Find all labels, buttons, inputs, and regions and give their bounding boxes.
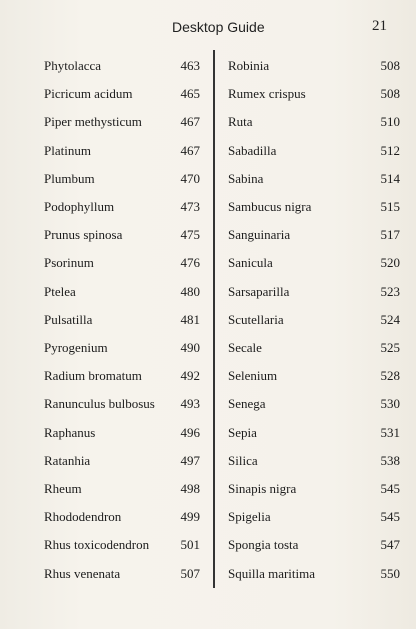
index-entry <box>44 340 200 360</box>
index-entry <box>44 537 200 557</box>
entry-page-number: 470 <box>180 170 200 186</box>
entry-page-number: 497 <box>180 452 200 468</box>
index-entry <box>228 481 400 501</box>
entry-page-number: 510 <box>380 114 400 130</box>
remedy-name: Sepia <box>228 424 257 440</box>
entry-page-number: 490 <box>180 340 200 355</box>
entry-page-number: 545 <box>380 481 400 496</box>
index-entry <box>44 199 200 219</box>
remedy-name: Psorinum <box>44 255 94 271</box>
index-entry <box>228 509 400 529</box>
entry-page-number: 538 <box>380 452 400 468</box>
running-header-title: Desktop Guide <box>172 19 265 35</box>
remedy-name: Plumbum <box>44 170 95 186</box>
remedy-name: Scutellaria <box>228 311 284 327</box>
remedy-name: Piper methysticum <box>44 114 142 130</box>
index-entry <box>228 199 400 219</box>
index-entry <box>228 340 400 360</box>
entry-page-number: 520 <box>380 255 400 271</box>
entry-page-number: 496 <box>180 424 200 440</box>
index-entry <box>44 227 200 247</box>
index-entry <box>228 425 400 445</box>
remedy-name: Ranunculus bulbosus <box>44 396 155 412</box>
index-entry <box>228 58 400 78</box>
index-entry <box>228 566 400 586</box>
remedy-name: Secale <box>228 340 262 355</box>
index-entry <box>44 481 200 501</box>
entry-page-number: 476 <box>180 255 200 271</box>
entry-page-number: 531 <box>380 424 400 440</box>
remedy-name: Sanguinaria <box>228 227 291 243</box>
remedy-name: Rumex crispus <box>228 86 306 102</box>
remedy-name: Pulsatilla <box>44 311 93 327</box>
entry-page-number: 517 <box>380 227 400 243</box>
remedy-name: Senega <box>228 396 266 412</box>
remedy-name: Rheum <box>44 481 82 496</box>
index-entry <box>228 86 400 106</box>
index-entry <box>44 509 200 529</box>
remedy-name: Picricum acidum <box>44 86 133 102</box>
remedy-name: Rhus venenata <box>44 565 121 581</box>
remedy-name: Rhus toxicodendron <box>44 537 150 553</box>
index-entry <box>228 284 400 304</box>
index-entry <box>44 58 200 78</box>
remedy-name: Radium bromatum <box>44 368 142 384</box>
entry-page-number: 480 <box>180 283 200 299</box>
index-entry <box>44 453 200 473</box>
index-entry <box>228 396 400 416</box>
entry-page-number: 508 <box>380 86 400 102</box>
entry-page-number: 499 <box>180 509 200 525</box>
page-number: 21 <box>372 18 387 34</box>
remedy-name: Prunus spinosa <box>44 227 123 243</box>
index-entry <box>44 312 200 332</box>
entry-page-number: 530 <box>380 396 400 412</box>
remedy-name: Podophyllum <box>44 199 115 214</box>
index-entry <box>228 537 400 557</box>
remedy-name: Platinum <box>44 142 91 158</box>
entry-page-number: 465 <box>180 86 200 102</box>
remedy-name: Spigelia <box>228 509 271 525</box>
entry-page-number: 550 <box>380 565 400 581</box>
remedy-name: Phytolacca <box>44 58 102 73</box>
remedy-name: Sambucus nigra <box>228 199 312 214</box>
index-entry <box>44 171 200 191</box>
index-entry <box>44 284 200 304</box>
index-entry <box>228 171 400 191</box>
index-entry <box>228 114 400 134</box>
entry-page-number: 515 <box>380 199 400 214</box>
entry-page-number: 545 <box>380 509 400 525</box>
entry-page-number: 514 <box>380 170 400 186</box>
index-entry <box>44 396 200 416</box>
index-entry <box>228 255 400 275</box>
entry-page-number: 467 <box>180 114 200 130</box>
remedy-name: Sabina <box>228 170 264 186</box>
index-entry <box>228 312 400 332</box>
remedy-name: Pyrogenium <box>44 340 108 355</box>
entry-page-number: 547 <box>380 537 400 553</box>
remedy-name: Ptelea <box>44 283 76 299</box>
index-entry <box>228 453 400 473</box>
entry-page-number: 493 <box>180 396 200 412</box>
entry-page-number: 508 <box>380 58 400 73</box>
index-entry <box>44 114 200 134</box>
remedy-name: Sanicula <box>228 255 273 271</box>
entry-page-number: 475 <box>180 227 200 243</box>
remedy-name: Raphanus <box>44 424 96 440</box>
entry-page-number: 507 <box>180 565 200 581</box>
remedy-name: Rhododendron <box>44 509 122 525</box>
remedy-name: Silica <box>228 452 258 468</box>
remedy-name: Robinia <box>228 58 270 73</box>
remedy-name: Sabadilla <box>228 142 277 158</box>
entry-page-number: 473 <box>180 199 200 214</box>
index-entry <box>44 425 200 445</box>
index-entry <box>44 566 200 586</box>
index-entry <box>44 255 200 275</box>
remedy-name: Sarsaparilla <box>228 283 290 299</box>
entry-page-number: 523 <box>380 283 400 299</box>
entry-page-number: 525 <box>380 340 400 355</box>
remedy-name: Squilla maritima <box>228 565 316 581</box>
index-entry <box>44 368 200 388</box>
index-entry <box>44 143 200 163</box>
entry-page-number: 512 <box>380 142 400 158</box>
index-entry <box>228 368 400 388</box>
entry-page-number: 498 <box>180 481 200 496</box>
index-entry <box>44 86 200 106</box>
entry-page-number: 481 <box>180 311 200 327</box>
entry-page-number: 467 <box>180 142 200 158</box>
column-divider <box>213 50 215 588</box>
index-entry <box>228 143 400 163</box>
entry-page-number: 501 <box>180 537 200 553</box>
remedy-name: Sinapis nigra <box>228 481 297 496</box>
index-entry <box>228 227 400 247</box>
remedy-name: Ratanhia <box>44 452 91 468</box>
remedy-name: Spongia tosta <box>228 537 299 553</box>
remedy-name: Selenium <box>228 368 278 384</box>
entry-page-number: 524 <box>380 311 400 327</box>
entry-page-number: 528 <box>380 368 400 384</box>
remedy-name: Ruta <box>228 114 253 130</box>
entry-page-number: 492 <box>180 368 200 384</box>
entry-page-number: 463 <box>180 58 200 73</box>
